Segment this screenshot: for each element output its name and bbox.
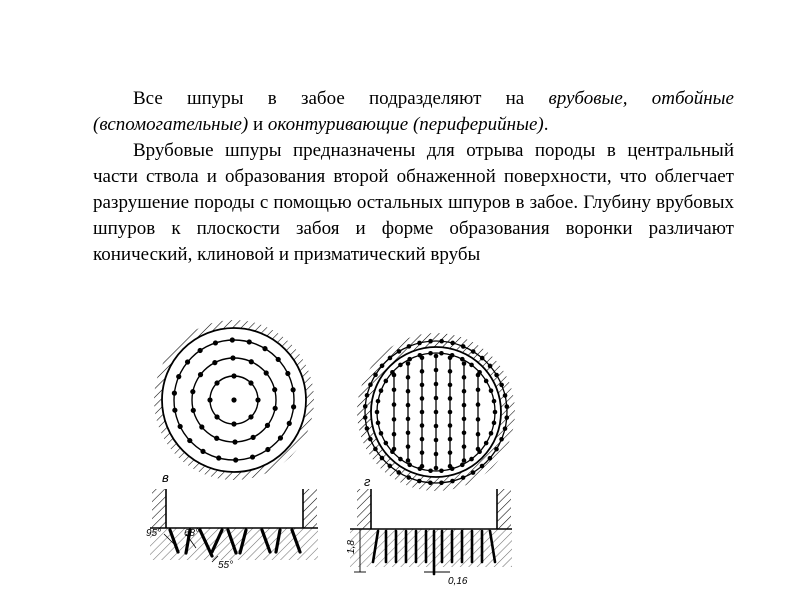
blast-hole	[434, 452, 439, 457]
blast-hole	[476, 402, 481, 407]
blast-hole	[417, 479, 422, 484]
blast-hole	[477, 370, 482, 375]
blast-hole	[489, 431, 494, 436]
blast-hole	[368, 437, 373, 442]
blast-hole	[406, 375, 411, 380]
blast-hole	[285, 371, 290, 376]
blast-hole	[264, 370, 269, 375]
blast-hole	[420, 410, 425, 415]
blast-hole	[428, 339, 433, 344]
blast-hole	[434, 382, 439, 387]
blast-hole	[434, 438, 439, 443]
blast-hole	[462, 417, 467, 422]
blast-hole	[265, 447, 270, 452]
blast-hole	[471, 470, 476, 475]
blast-hole	[407, 463, 412, 468]
blast-hole	[172, 391, 177, 396]
blast-hole	[392, 402, 397, 407]
blast-hole	[448, 450, 453, 455]
blast-hole	[397, 349, 402, 354]
blast-hole	[363, 415, 368, 420]
blast-hole	[504, 415, 509, 420]
blast-hole	[365, 393, 370, 398]
blast-hole	[434, 354, 439, 359]
blast-hole	[418, 353, 423, 358]
blast-hole	[448, 383, 453, 388]
blast-hole	[230, 355, 235, 360]
blast-hole	[406, 458, 411, 463]
angle-label-95: 95°	[146, 528, 162, 539]
blast-hole	[499, 383, 504, 388]
blast-hole	[373, 447, 378, 452]
depth-label: 1,8	[346, 540, 357, 554]
blast-hole	[172, 408, 177, 413]
blast-hole	[448, 410, 453, 415]
blast-hole	[488, 456, 493, 461]
hatched-rock-right	[497, 489, 511, 529]
blast-hole	[230, 337, 235, 342]
blast-hole	[278, 435, 283, 440]
blast-hole	[272, 387, 277, 392]
blast-hole	[461, 475, 466, 480]
blast-hole	[384, 441, 389, 446]
blast-hole	[462, 458, 467, 463]
blast-hole	[450, 341, 455, 346]
figure-v-label: в	[162, 470, 169, 485]
blast-hole	[462, 389, 467, 394]
p1-term-cut-breaking: врубовые, отбойные (вспомогательные)	[93, 88, 734, 135]
blast-hole	[494, 447, 499, 452]
blast-hole	[471, 349, 476, 354]
blast-hole	[380, 364, 385, 369]
blast-hole	[191, 408, 196, 413]
hatched-rock-left	[357, 489, 371, 529]
blast-hole	[428, 480, 433, 485]
blast-hole	[200, 449, 205, 454]
blast-hole	[187, 438, 192, 443]
blast-hole	[178, 424, 183, 429]
angle-label-68: 68°	[184, 528, 200, 539]
blast-hole	[384, 379, 389, 384]
blast-hole	[448, 423, 453, 428]
blast-hole	[392, 417, 397, 422]
p1-text-a: Все шпуры в забое подразделяют на	[133, 88, 549, 109]
blast-hole	[493, 410, 498, 415]
blast-hole	[434, 396, 439, 401]
blast-hole	[428, 351, 433, 356]
blast-hole	[462, 403, 467, 408]
blast-hole	[406, 430, 411, 435]
blast-hole	[185, 359, 190, 364]
figure-g-label: г	[364, 474, 371, 489]
blast-hole	[265, 423, 270, 428]
blast-hole	[255, 397, 260, 402]
blast-hole	[420, 450, 425, 455]
blast-hole	[212, 360, 217, 365]
hatched-rock-right	[303, 489, 317, 528]
blast-hole	[379, 388, 384, 393]
blast-hole	[462, 444, 467, 449]
blast-hole	[503, 426, 508, 431]
blast-hole	[434, 368, 439, 373]
blast-hole	[249, 359, 254, 364]
blast-hole	[251, 435, 256, 440]
blast-hole	[213, 340, 218, 345]
blast-hole	[406, 389, 411, 394]
blast-hole	[450, 466, 455, 471]
blast-hole	[287, 421, 292, 426]
blast-hole	[365, 426, 370, 431]
blast-hole	[406, 475, 411, 480]
blast-hole	[214, 380, 219, 385]
blast-hole	[492, 421, 497, 426]
blast-hole	[480, 356, 485, 361]
blast-hole	[420, 396, 425, 401]
blast-hole	[434, 410, 439, 415]
blast-hole	[231, 373, 236, 378]
blast-hole	[392, 432, 397, 437]
blast-hole	[368, 382, 373, 387]
blast-hole	[231, 421, 236, 426]
blast-hole	[388, 464, 393, 469]
figure-v-plan-view	[154, 320, 314, 480]
blast-hole	[434, 424, 439, 429]
blast-hole	[291, 404, 296, 409]
blast-hole	[439, 468, 444, 473]
blast-hole	[448, 396, 453, 401]
blast-hole	[484, 379, 489, 384]
blast-hole	[450, 353, 455, 358]
blast-hole	[469, 457, 474, 462]
hatched-rock-left	[152, 489, 166, 528]
blast-hole	[390, 370, 395, 375]
blast-hole	[480, 464, 485, 469]
figure-g-section-view	[350, 489, 512, 574]
blast-hole	[407, 344, 412, 349]
blast-hole	[214, 436, 219, 441]
blast-hole	[417, 341, 422, 346]
blast-hole	[420, 369, 425, 374]
blast-hole	[406, 361, 411, 366]
blast-hole	[420, 423, 425, 428]
blast-hole	[250, 454, 255, 459]
blast-hole	[488, 364, 493, 369]
blast-hole	[489, 388, 494, 393]
blast-hole	[499, 437, 504, 442]
blast-hole	[460, 357, 465, 362]
blast-hole	[231, 397, 236, 402]
blast-hole	[232, 439, 237, 444]
blast-hole	[363, 404, 368, 409]
blast-hole	[373, 373, 378, 378]
blast-hole	[388, 356, 393, 361]
figure-g-plan-view	[357, 333, 515, 491]
blast-hole	[392, 387, 397, 392]
blast-hole	[418, 466, 423, 471]
blast-hole	[420, 437, 425, 442]
blast-hole	[476, 417, 481, 422]
blast-hole	[503, 393, 508, 398]
blast-hole	[448, 369, 453, 374]
blast-hole	[477, 449, 482, 454]
blast-hole	[375, 410, 380, 415]
blast-hole	[476, 432, 481, 437]
blast-hole	[428, 468, 433, 473]
blast-hole	[262, 346, 267, 351]
p1-text-c: .	[543, 114, 549, 135]
blast-hole	[406, 444, 411, 449]
blast-hole	[397, 470, 402, 475]
p1-text-b: и	[248, 114, 268, 135]
blast-hole	[190, 389, 195, 394]
p1-term-contour: оконтуривающие (периферийные)	[267, 114, 544, 135]
blast-hole	[248, 380, 253, 385]
blast-hole	[476, 387, 481, 392]
blast-hole	[176, 374, 181, 379]
figure-v-section-view	[150, 489, 318, 562]
blast-hole	[276, 357, 281, 362]
blast-hole	[407, 357, 412, 362]
blast-hole	[461, 344, 466, 349]
blast-hole	[462, 361, 467, 366]
blast-hole	[214, 414, 219, 419]
blast-hole	[469, 363, 474, 368]
blast-hole	[273, 406, 278, 411]
blast-hole	[216, 455, 221, 460]
blast-hole	[398, 457, 403, 462]
blast-hole	[406, 417, 411, 422]
blast-hole	[390, 449, 395, 454]
blast-hole	[492, 399, 497, 404]
paragraph-2: Врубовые шпуры предназначены для отрыва породы в центральный части ствола и образования второй обнаженной поверхности, что облегчает разрушение породы с помощью остальных шпуров в забое. Глубину врубовых шпуров к плоскости забоя и форме образования воронки различают конический, клиновой и призматический врубы	[93, 140, 734, 265]
blast-hole	[439, 480, 444, 485]
spacing-label: 0,16	[448, 576, 468, 587]
blast-hole	[198, 372, 203, 377]
blast-hole	[376, 421, 381, 426]
blast-hole	[439, 351, 444, 356]
blast-hole	[434, 466, 439, 471]
angle-label-55: 55°	[218, 560, 234, 571]
blast-hole	[247, 339, 252, 344]
blast-hole	[376, 399, 381, 404]
blast-hole	[406, 403, 411, 408]
blast-hole	[450, 479, 455, 484]
blast-hole	[398, 363, 403, 368]
blast-hole	[448, 437, 453, 442]
blast-hole	[379, 431, 384, 436]
blast-hole	[439, 339, 444, 344]
blast-hole	[460, 463, 465, 468]
blast-hole	[484, 441, 489, 446]
blast-hole	[198, 348, 203, 353]
blast-hole	[462, 430, 467, 435]
blast-hole	[380, 456, 385, 461]
blast-hole	[504, 404, 509, 409]
blast-hole	[420, 383, 425, 388]
blast-hole	[207, 397, 212, 402]
blast-hole	[248, 414, 253, 419]
blast-hole	[494, 373, 499, 378]
blast-hole	[233, 457, 238, 462]
blast-hole	[462, 375, 467, 380]
blast-hole	[199, 424, 204, 429]
blast-hole	[291, 387, 296, 392]
